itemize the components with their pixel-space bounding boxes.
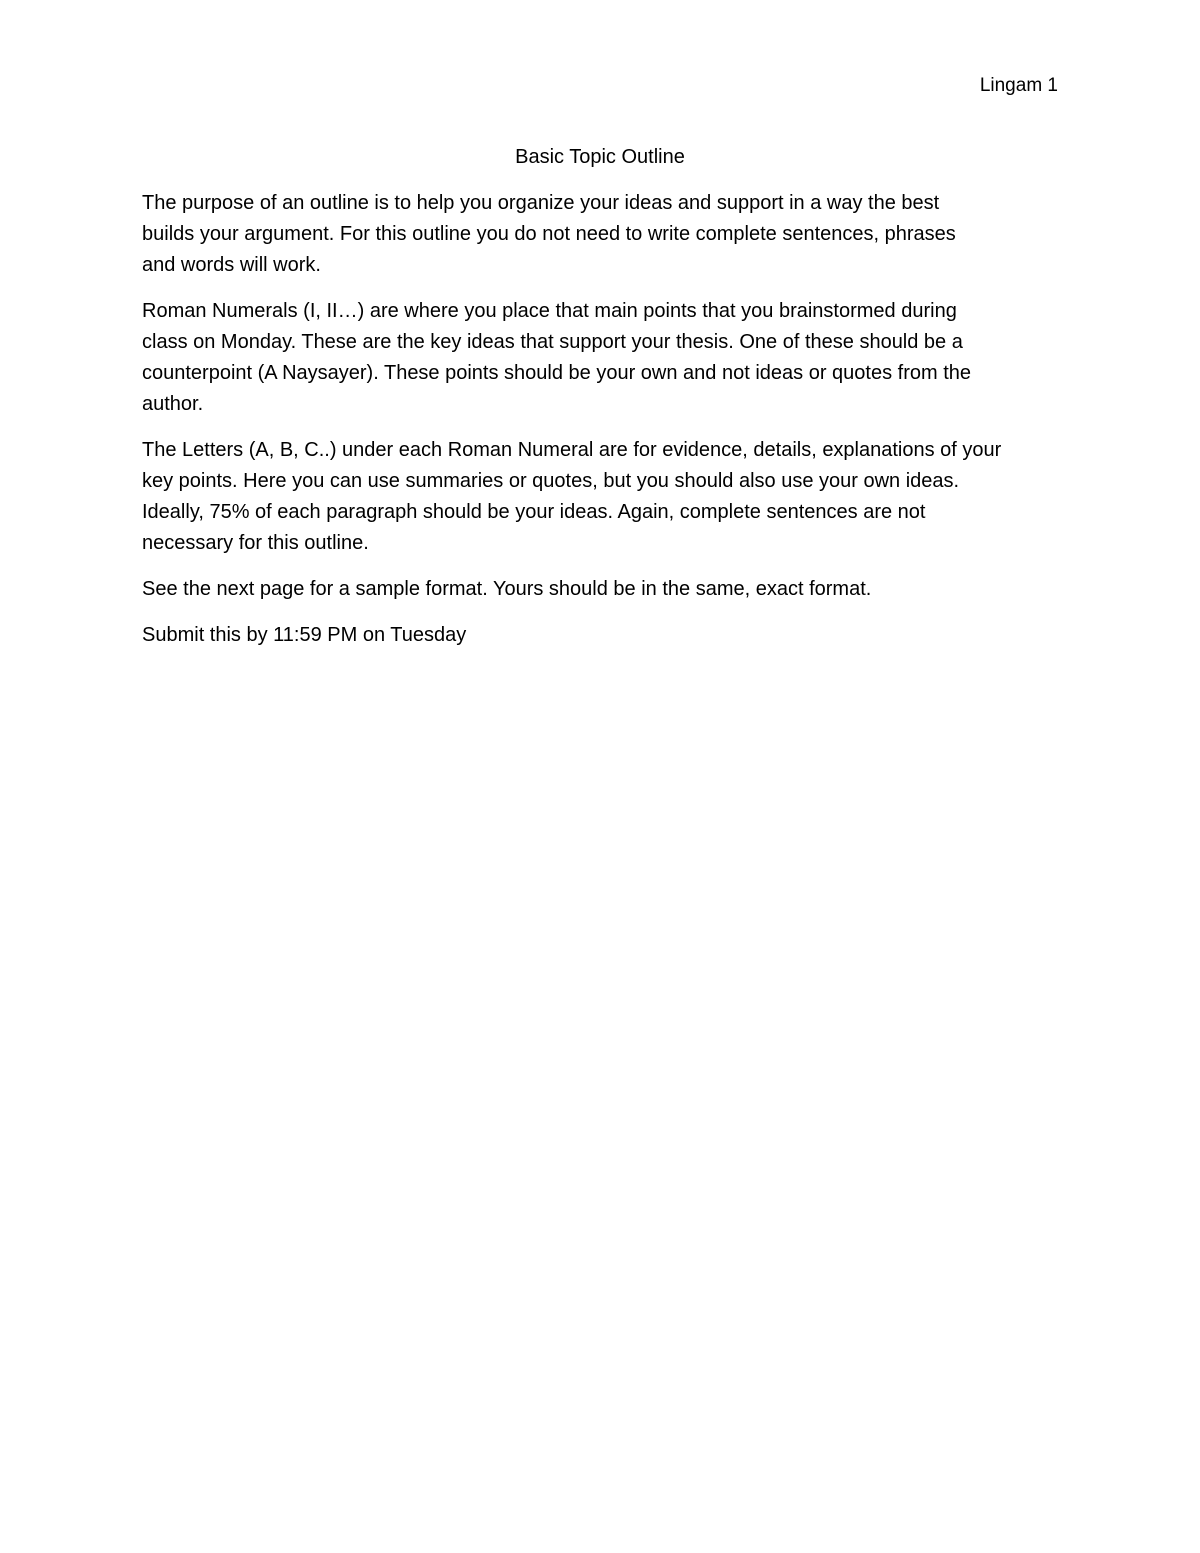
paragraph-line: Submit this by 11:59 PM on Tuesday: [142, 624, 467, 646]
paragraph-line: Roman Numerals (I, II…) are where you place that main points that you brainstormed during: [142, 300, 957, 322]
paragraph-line: key points. Here you can use summaries or quotes, but you should also use your own ideas.: [142, 470, 960, 492]
paragraph-letters: [142, 435, 1058, 559]
paragraph-submission-deadline: [142, 620, 1058, 651]
paragraph-line: Ideally, 75% of each paragraph should be your ideas. Again, complete sentences are not: [142, 501, 926, 523]
paragraph-roman-numerals: [142, 296, 1058, 420]
header-page-number: Lingam 1: [979, 75, 1058, 96]
paragraph-line: The purpose of an outline is to help you organize your ideas and support in a way the best: [142, 192, 940, 214]
paragraph-line: counterpoint (A Naysayer). These points should be your own and not ideas or quotes from the: [142, 362, 972, 384]
document-body: [142, 188, 1058, 666]
paragraph-line: author.: [142, 393, 204, 415]
paragraph-line: The Letters (A, B, C..) under each Roman Numeral are for evidence, details, explanations of your: [142, 439, 1002, 461]
paragraph-line: class on Monday. These are the key ideas that support your thesis. One of these should be a: [142, 331, 963, 353]
paragraph-outline-purpose: [142, 188, 1058, 281]
paragraph-line: and words will work.: [142, 254, 321, 276]
document-title: Basic Topic Outline: [515, 146, 685, 168]
paragraph-line: builds your argument. For this outline you do not need to write complete sentences, phrases: [142, 223, 956, 245]
paragraph-sample-format: [142, 574, 1058, 605]
paragraph-line: See the next page for a sample format. Yours should be in the same, exact format.: [142, 578, 872, 600]
paragraph-line: necessary for this outline.: [142, 532, 369, 554]
